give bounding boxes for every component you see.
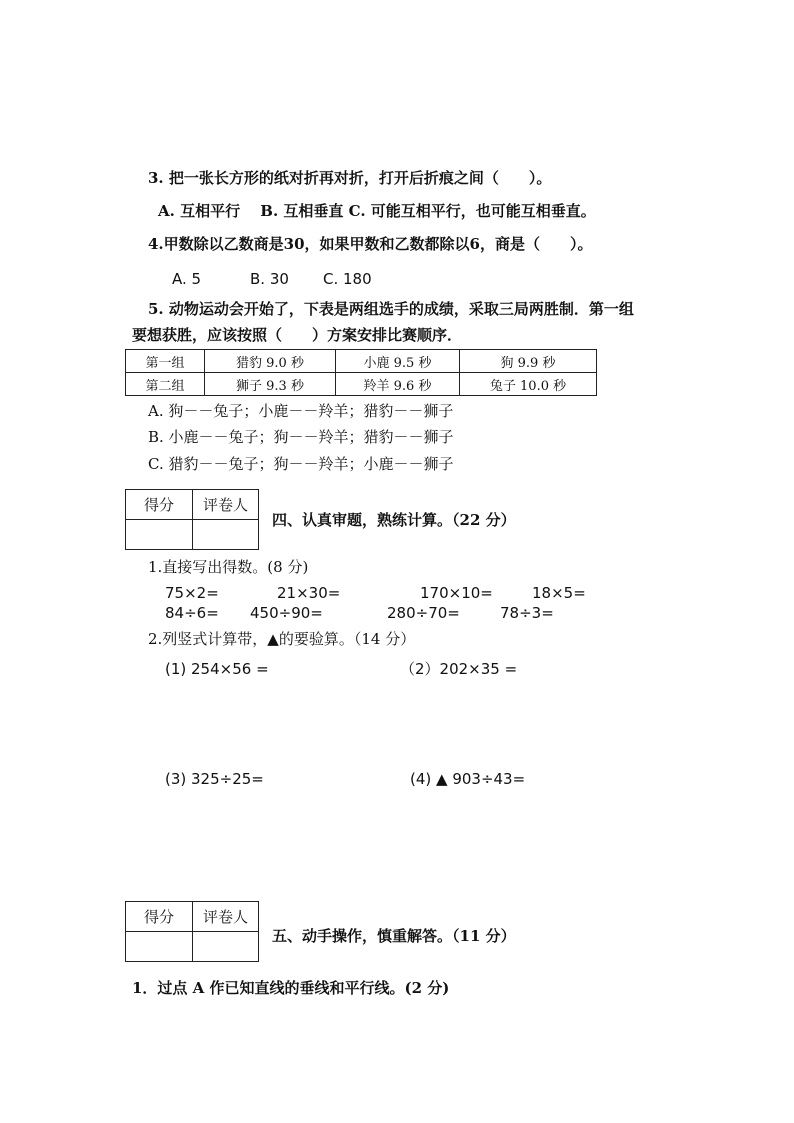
grader-header: 评卷人 [193, 902, 259, 932]
section4-title: 四、认真审题，熟练计算。（22 分） [272, 511, 516, 529]
score-cell[interactable] [126, 520, 193, 550]
grader-table-section4 [125, 489, 259, 550]
table-cell: 狮子 9.3 秒 [205, 373, 336, 396]
table-cell: 第二组 [126, 373, 205, 396]
vertical-calc-2: （2）202×35 = [400, 660, 518, 678]
table-row [126, 520, 259, 550]
q5-option-b: B. 小鹿－－兔子；狗－－羚羊；猎豹－－狮子 [148, 428, 454, 446]
q5-option-a: A. 狗－－兔子；小鹿－－羚羊；猎豹－－狮子 [148, 402, 454, 420]
calc-item: 18×5= [532, 584, 586, 602]
table-row [126, 350, 597, 373]
table-cell: 猎豹 9.0 秒 [205, 350, 336, 373]
calc-item: 170×10= [420, 584, 493, 602]
q5-stem-line1: 5. 动物运动会开始了，下表是两组选手的成绩，采取三局两胜制．第一组 [148, 300, 634, 318]
q4-option-c: C. 180 [323, 270, 372, 288]
table-cell: 小鹿 9.5 秒 [336, 350, 460, 373]
table-cell: 狗 9.9 秒 [460, 350, 597, 373]
vertical-calc-3: (3) 325÷25= [165, 770, 264, 788]
calc-item: 450÷90= [250, 604, 323, 622]
q5-option-c: C. 猎豹－－兔子；狗－－羚羊；小鹿－－狮子 [148, 455, 454, 473]
table-cell: 第一组 [126, 350, 205, 373]
table-cell: 兔子 10.0 秒 [460, 373, 597, 396]
vertical-calc-1: (1) 254×56 = [165, 660, 269, 678]
table-row [126, 373, 597, 396]
q4-option-b: B. 30 [250, 270, 289, 288]
score-header: 得分 [126, 490, 193, 520]
calc-item: 21×30= [277, 584, 341, 602]
table-row [126, 902, 259, 932]
grader-table-section5 [125, 901, 259, 962]
grader-header: 评卷人 [193, 490, 259, 520]
calc-item: 75×2= [165, 584, 219, 602]
q5-stem-line2: 要想获胜，应该按照（ ）方案安排比赛顺序． [132, 326, 463, 344]
section4-sub1: 1.直接写出得数。(8 分) [148, 558, 309, 576]
q5-score-table [125, 349, 597, 396]
section4-sub2: 2.列竖式计算带，▲的要验算。（14 分） [148, 630, 416, 648]
q4-option-a: A. 5 [172, 270, 202, 288]
vertical-calc-4: (4) ▲ 903÷43= [410, 770, 526, 788]
calc-item: 84÷6= [165, 604, 219, 622]
table-row [126, 490, 259, 520]
score-header: 得分 [126, 902, 193, 932]
section5-title: 五、动手操作，慎重解答。（11 分） [272, 927, 516, 945]
table-cell: 羚羊 9.6 秒 [336, 373, 460, 396]
grader-cell[interactable] [193, 932, 259, 962]
q4-stem: 4.甲数除以乙数商是30，如果甲数和乙数都除以6，商是（ ）。 [148, 235, 593, 253]
table-row [126, 932, 259, 962]
q3-options: A. 互相平行 B. 互相垂直 C. 可能互相平行，也可能互相垂直。 [158, 202, 596, 220]
calc-item: 280÷70= [387, 604, 460, 622]
score-cell[interactable] [126, 932, 193, 962]
grader-cell[interactable] [193, 520, 259, 550]
q3-stem: 3. 把一张长方形的纸对折再对折，打开后折痕之间（ ）。 [148, 169, 552, 187]
section5-q1: 1．过点 A 作已知直线的垂线和平行线。(2 分) [132, 979, 450, 997]
calc-item: 78÷3= [500, 604, 554, 622]
